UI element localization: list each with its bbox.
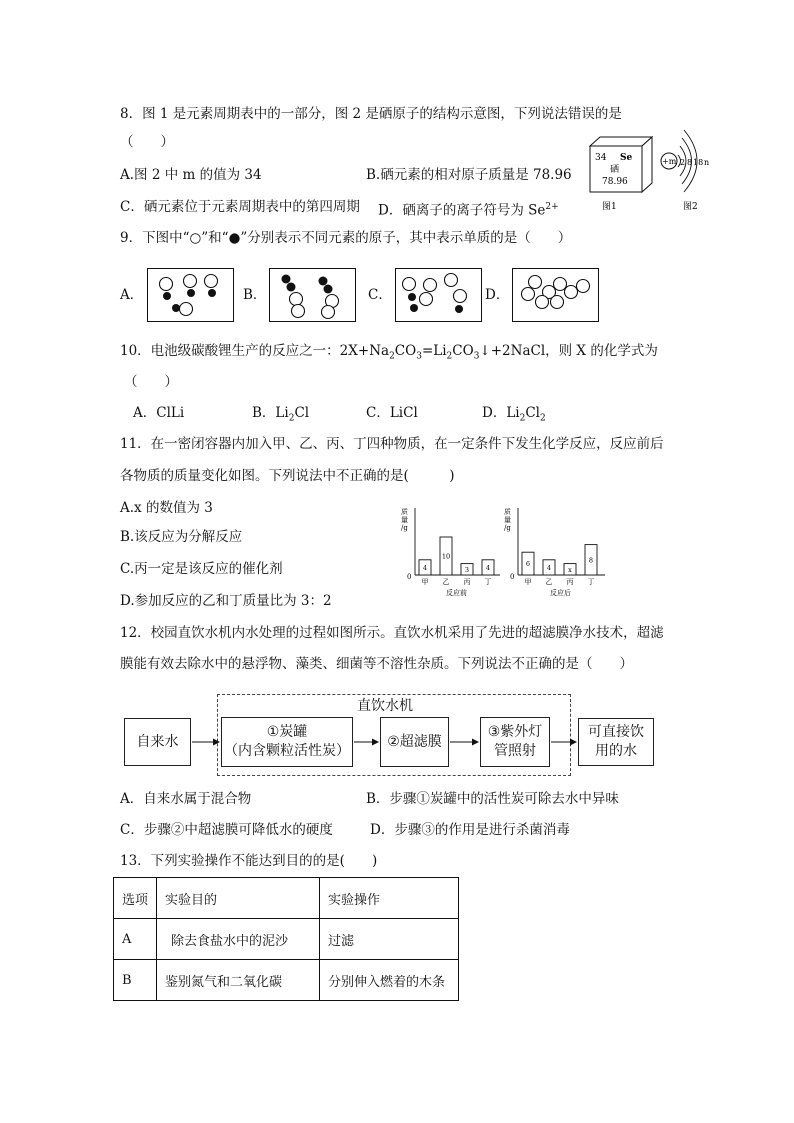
q9-label-b: B． [243,287,267,303]
flow-step-3-uv [480,717,550,767]
q9-stem: 9．下图中“○”和“●”分别表示不同元素的原子，其中表示单质的是（ ） [120,230,572,246]
q8-option-c: C．硒元素位于元素周期表中的第四周期 [120,199,360,215]
q11-mass-charts [395,500,625,600]
chart-before-value-label-3: 3 [464,565,470,574]
fig2-caption: 图2 [683,202,698,212]
chart-before-value-label-1: 4 [422,563,428,572]
chart-before-ylabel-1: 质 [401,508,408,516]
q10-sub-4: 3 [473,351,480,362]
q10-stem-start: 10．电池级碳酸锂生产的反应之一：2X+Na [120,343,390,359]
atom-structure-figure [656,124,712,214]
q10-text-1: CO [394,343,417,359]
q9-option-a-particles [148,269,233,321]
row-b-purpose: 鉴别氮气和二氧化碳 [157,960,320,1001]
chart-before [401,507,500,597]
q10-option-d-text: D．Li [482,405,520,421]
row-b-option: B [114,960,157,1001]
q8-stem: 8．图 1 是元素周期表中的一部分，图 2 是硒原子的结构示意图，下列说法错误的是 [120,106,622,122]
flow-output-line-1: 可直接饮 [588,724,644,740]
chart-after-category-1: 甲 [524,578,532,586]
q8-option-b: B.硒元素的相对原子质量是 78.96 [366,167,572,183]
table-row [114,919,459,960]
q8-option-d [378,198,559,220]
header-option: 选项 [114,878,157,919]
chart-before-ylabel-3: /g [401,524,408,532]
periodic-cell-figure [586,134,662,214]
q9-option-b-box [269,268,356,322]
flow-step-1-line-1: ①炭罐 [266,724,308,740]
q10-stem [120,342,658,366]
chart-after-value-label-3: x [568,565,572,574]
row-b-operation: 分别伸入燃着的木条 [320,960,459,1001]
q8-option-d-text: D．硒离子的离子符号为 Se [378,202,546,219]
flow-tap-water [124,718,191,766]
shell-1-electrons: 2 [680,158,686,167]
q10-text-3: CO [452,343,474,359]
chart-after-ylabel-3: /g [504,524,511,532]
q11-option-a: A.x 的数值为 3 [120,500,213,516]
q12-option-b: B．步骤①炭罐中的活性炭可除去水中异味 [366,791,619,807]
element-symbol: Se [620,153,633,163]
q10-sub-1: 2 [389,351,395,362]
q9-label-a: A． [120,287,144,303]
flow-step-3-line-2: 管照射 [494,743,536,759]
q9-label-d: D． [485,287,510,303]
chart-before-ylabel-2: 量 [401,516,408,524]
flow-step-1-carbon [221,717,353,767]
q9-option-a-box [147,268,234,322]
chart-before-value-label-2: 10 [441,552,451,561]
q8-answer-paren: （ ） [120,134,174,150]
q12-option-a: A．自来水属于混合物 [120,791,252,807]
flow-step-1-line-2: （内含颗粒活性炭） [224,743,350,759]
flow-drinkable-water [578,718,654,766]
q9-option-b-particles [270,269,355,321]
chart-after-title: 反应后 [550,589,571,597]
q12-option-d: D．步骤③的作用是进行杀菌消毒 [370,822,570,838]
flow-tap-water-label: 自来水 [136,733,179,750]
header-purpose: 实验目的 [157,878,320,919]
q9-option-d-box [512,268,599,322]
chart-before-origin: 0 [407,573,412,581]
chart-before-value-label-4: 4 [485,563,491,572]
chart-after [504,507,605,597]
q10-text-2: =Li [421,343,447,359]
q12-option-c: C．步骤②中超滤膜可降低水的硬度 [120,822,333,838]
chart-after-value-label-1: 6 [525,560,531,569]
q10-option-b [252,404,309,428]
q12-stem-line-2: 膜能有效去除水中的悬浮物、藻类、细菌等不溶性杂质。下列说法不正确的是（ ） [120,656,633,672]
table-header-row [114,878,459,919]
q13-stem: 13．下列实验操作不能达到目的的是( ) [120,853,378,869]
q10-option-d-text-2: Cl [525,405,540,421]
chart-after-origin: 0 [510,573,515,581]
row-a-purpose: 除去食盐水中的泥沙 [157,919,320,960]
table-row [114,960,459,1001]
q10-sub-2: 3 [416,351,422,362]
q10-option-d-sub-1: 2 [519,413,526,424]
element-name: 硒 [610,165,620,175]
q10-option-b-text-2: Cl [294,405,310,421]
row-a-operation: 过滤 [320,919,459,960]
chart-after-ylabel-2: 量 [504,516,511,524]
q11-option-b: B.该反应为分解反应 [120,529,243,545]
q10-option-b-sub: 2 [288,413,295,424]
q11-option-c: C.丙一定是该反应的催化剂 [120,561,283,577]
q12-stem-line-1: 12．校园直饮水机内水处理的过程如图所示。直饮水机采用了先进的超滤膜净水技术，超滤 [120,625,664,641]
chart-before-category-4: 丁 [484,578,492,586]
q9-label-c: C． [368,287,392,303]
chart-after-category-3: 丙 [566,578,574,586]
chart-after-value-label-4: 8 [588,556,594,565]
chart-before-category-1: 甲 [421,578,429,586]
q10-option-a: A．ClLi [133,405,185,421]
shell-4-electrons: n [704,158,710,167]
atomic-mass: 78.96 [602,177,628,187]
flow-step-2-membrane [380,717,449,767]
header-operation: 实验操作 [320,878,459,919]
nucleus-charge: +m [662,157,677,166]
atomic-number: 34 [595,153,607,163]
flow-step-3-line-1: ③紫外灯 [487,724,543,740]
q10-sub-3: 2 [446,351,453,362]
chart-after-ylabel-1: 质 [504,508,511,516]
q10-stem-end: ↓+2NaCl，则 X 的化学式为 [479,343,658,359]
q11-stem-line-1: 11．在一密闭容器内加入甲、乙、丙、丁四种物质，在一定条件下发生化学反应，反应前后 [120,436,664,452]
shell-3-electrons: 18 [693,158,704,167]
chart-after-category-4: 丁 [587,578,595,586]
chart-before-category-2: 乙 [442,578,450,586]
chart-before-category-3: 丙 [463,578,471,586]
flow-output-line-2: 用的水 [595,743,637,759]
q8-option-a: A.图 2 中 m 的值为 34 [120,167,262,183]
q8-option-d-charge: 2+ [545,202,559,212]
q10-option-d-sub-2: 2 [540,413,546,424]
q10-option-b-text: B．Li [252,405,289,421]
q11-stem-line-2: 各物质的质量变化如图。下列说法中不正确的是( ) [120,468,455,484]
q10-option-d [482,404,546,428]
q10-option-c: C．LiCl [366,405,418,421]
chart-after-value-label-2: 4 [546,563,552,572]
q13-table [113,877,459,1001]
chart-before-title: 反应前 [446,589,467,597]
q9-option-c-particles [396,269,481,321]
q9-option-d-particles [513,269,598,321]
q9-option-c-box [395,268,482,322]
chart-after-category-2: 乙 [545,578,553,586]
machine-label: 直饮水机 [355,695,415,715]
row-a-option: A [114,919,157,960]
flow-step-2-label: ②超滤膜 [387,733,442,750]
q11-option-d: D.参加反应的乙和丁质量比为 3：2 [120,593,332,609]
q10-answer-paren: （ ） [124,374,178,390]
fig1-caption: 图1 [602,202,617,212]
shell-2-electrons: 8 [687,158,693,167]
